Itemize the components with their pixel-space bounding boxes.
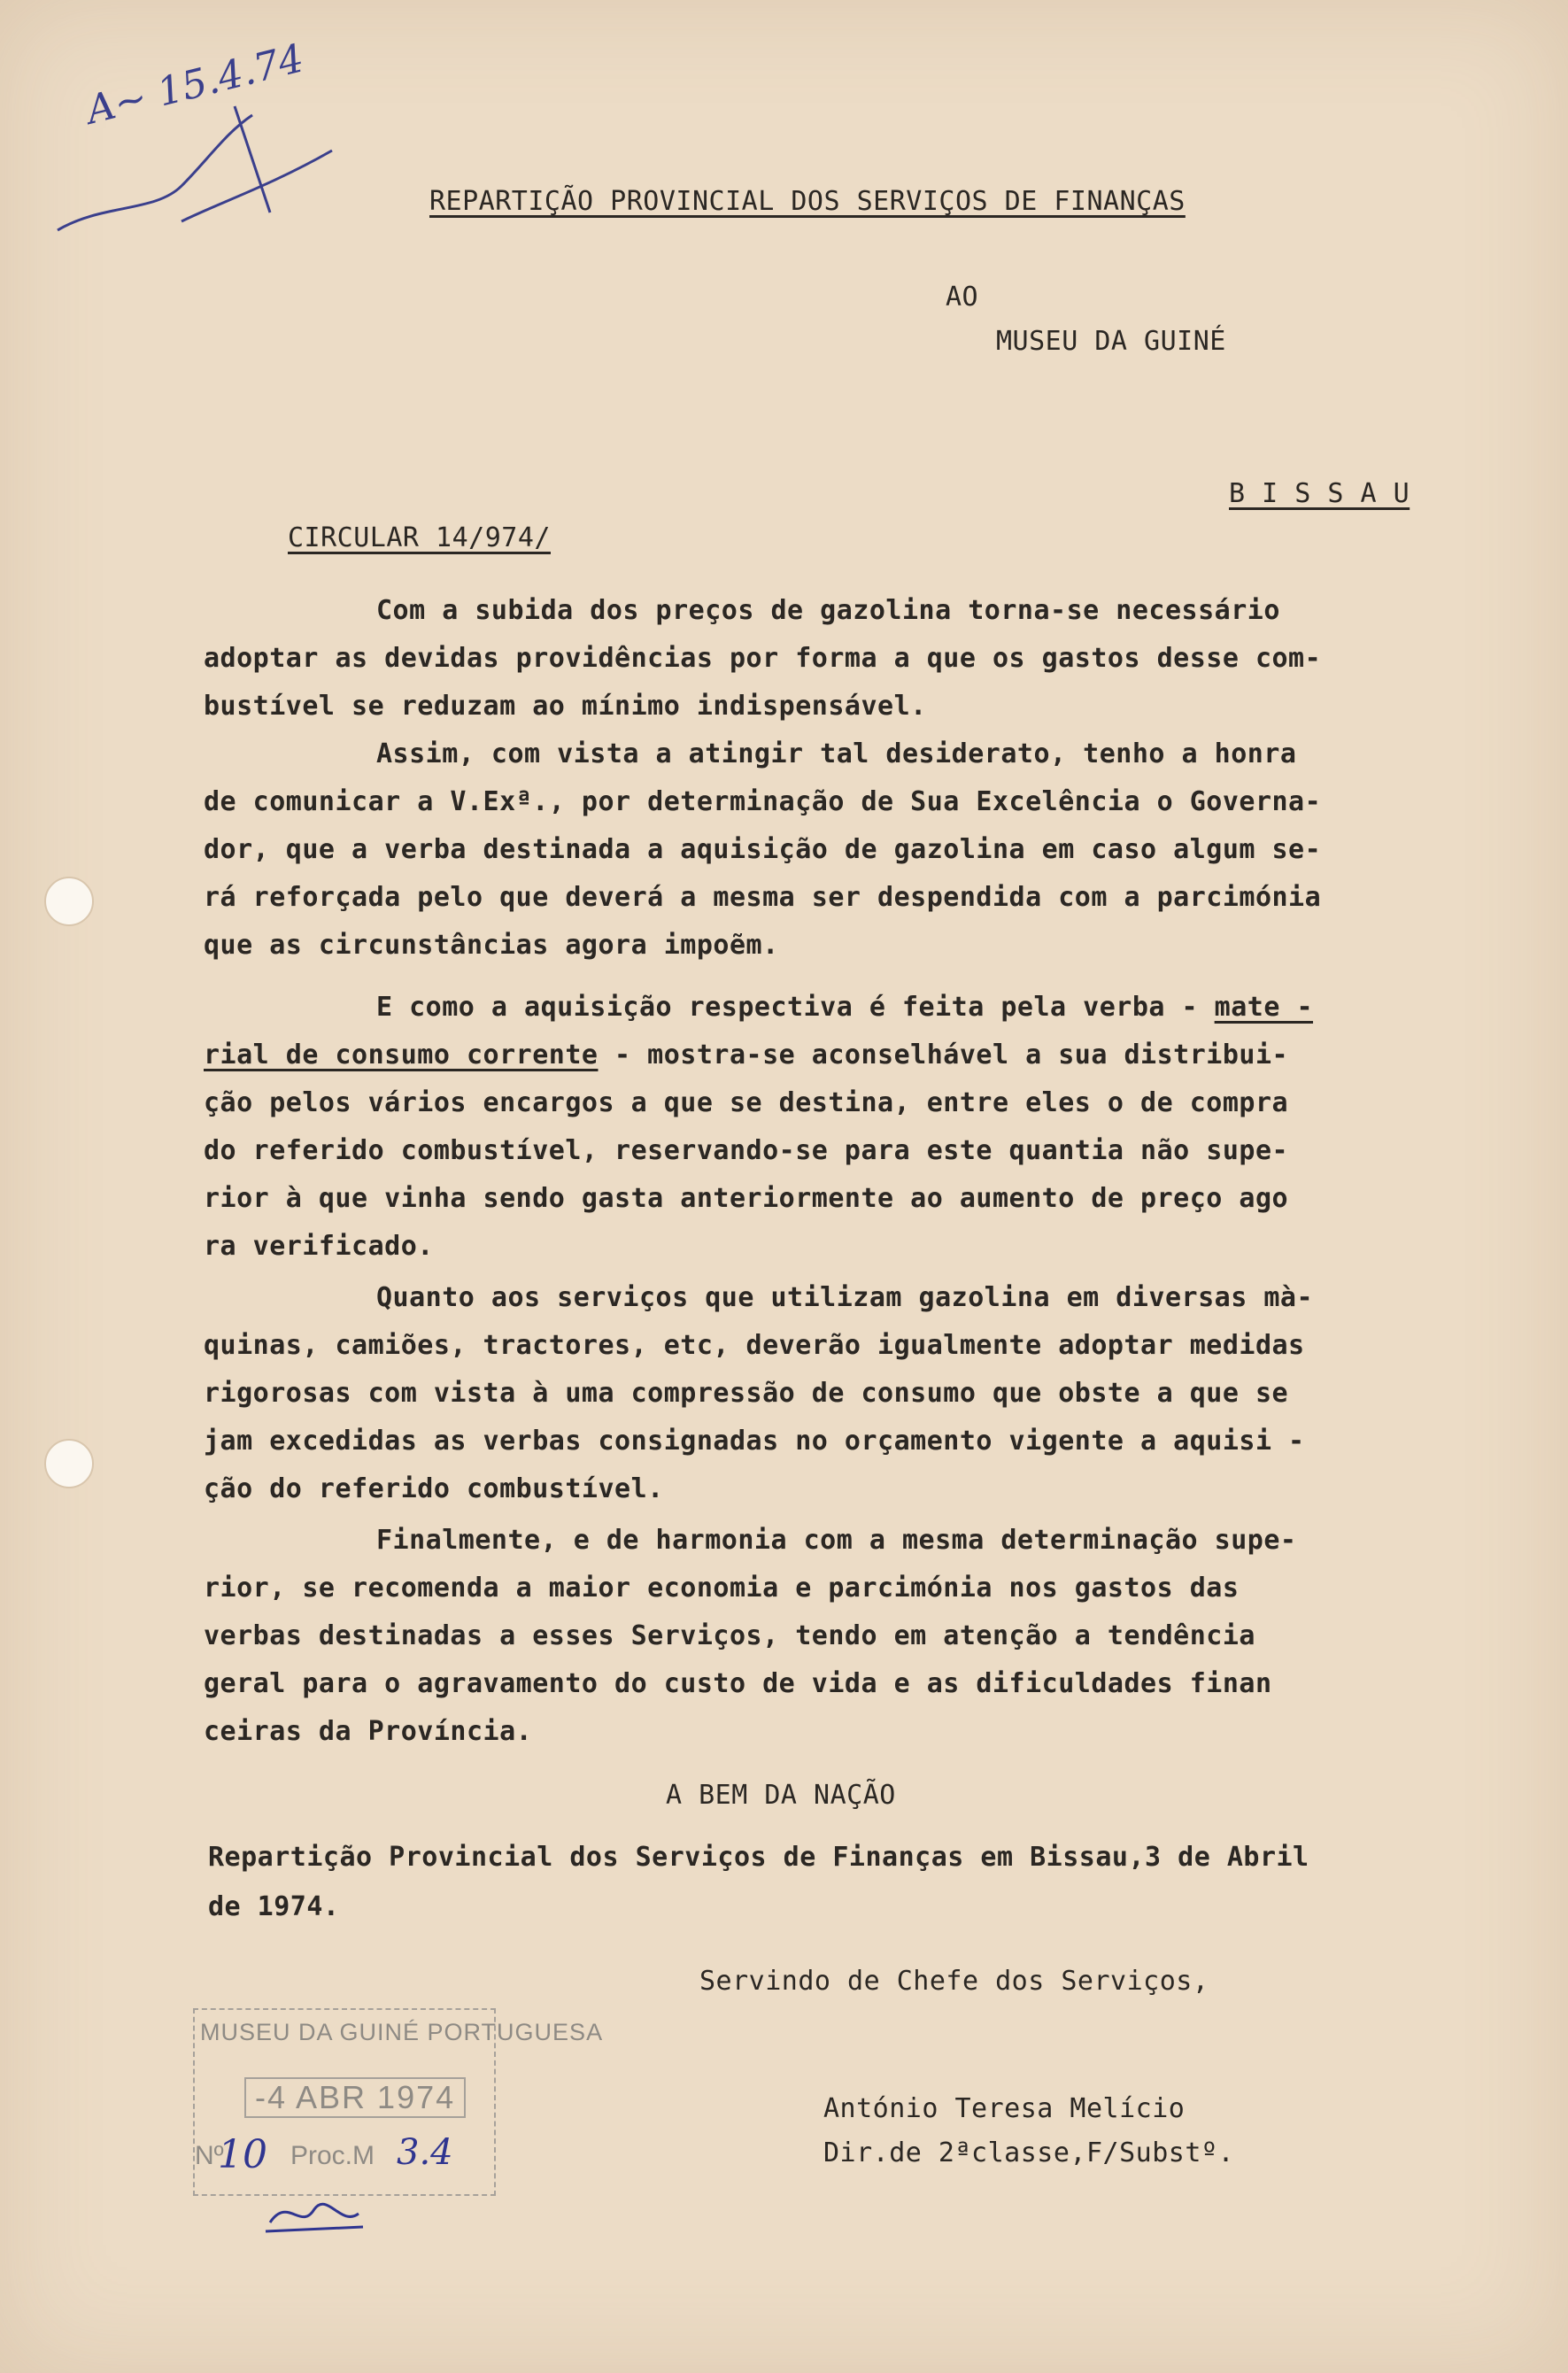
underlined-term: rial de consumo corrente: [204, 1040, 599, 1071]
punch-hole: [44, 1439, 94, 1488]
handwritten-note: A~ 15.4.74: [81, 35, 309, 134]
motto: A BEM DA NAÇÃO: [666, 1780, 896, 1811]
body-line: bustível se reduzam ao mínimo indispensável.: [204, 691, 927, 722]
stamp-number-value: 10: [218, 2132, 267, 2177]
body-line: Assim, com vista a atingir tal desiderato, tenho a honra: [376, 738, 1297, 769]
body-line: do referido combustível, reservando-se para este quantia não supe-: [204, 1135, 1289, 1166]
body-line: Quanto aos serviços que utilizam gazolina em diversas mà-: [376, 1282, 1314, 1313]
stamp-number-label: Nº: [195, 2141, 224, 2170]
body-line: adoptar as devidas providências por forma a que os gastos desse com-: [204, 643, 1322, 674]
body-line: dor, que a verba destinada a aquisição de gazolina em caso algum se-: [204, 834, 1322, 865]
signer-title: Dir.de 2ªclasse,F/Substº.: [823, 2137, 1235, 2168]
body-line: [204, 1040, 1288, 1071]
circular-label: CIRCULAR 14/974/: [288, 522, 551, 553]
punch-hole: [44, 877, 94, 926]
body-line: rior à que vinha sendo gasta anteriormente ao aumento de preço ago: [204, 1183, 1289, 1214]
body-line: [376, 992, 1313, 1023]
place-date-line: de 1974.: [208, 1891, 340, 1922]
stamp-process-label: Proc.M: [290, 2141, 375, 2170]
body-line: Com a subida dos preços de gazolina torna-se necessário: [376, 595, 1280, 626]
body-line: Finalmente, e de harmonia com a mesma determinação supe-: [376, 1525, 1297, 1556]
office-heading: REPARTIÇÃO PROVINCIAL DOS SERVIÇOS DE FINANÇAS: [429, 186, 1186, 217]
place-date-line: Repartição Provincial dos Serviços de Finanças em Bissau,3 de Abril: [208, 1842, 1309, 1873]
city: B I S S A U: [1229, 478, 1410, 509]
stamp-process-value: 3.4: [397, 2132, 453, 2173]
recipient-prefix: AO: [946, 282, 979, 313]
body-line: rá reforçada pelo que deverá a mesma ser despendida com a parcimónia: [204, 882, 1322, 913]
body-line: de comunicar a V.Exª., por determinação de Sua Excelência o Governa-: [204, 786, 1322, 817]
body-line-text: - mostra-se aconselhável a sua distribui-: [598, 1040, 1289, 1071]
body-line-text: E como a aquisição respectiva é feita pela verba -: [376, 992, 1215, 1023]
body-line: quinas, camiões, tractores, etc, deverão igualmente adoptar medidas: [204, 1330, 1305, 1361]
body-line: ção do referido combustível.: [204, 1473, 664, 1504]
recipient: MUSEU DA GUINÉ: [996, 326, 1226, 357]
handwritten-signature-mark: [49, 80, 350, 257]
signer-role: Servindo de Chefe dos Serviços,: [699, 1966, 1209, 1997]
body-line: verbas destinadas a esses Serviços, tendo em atenção a tendência: [204, 1620, 1255, 1651]
body-line: ceiras da Província.: [204, 1716, 533, 1747]
body-line: que as circunstâncias agora impoẽm.: [204, 930, 779, 961]
body-line: rior, se recomenda a maior economia e parcimónia nos gastos das: [204, 1573, 1240, 1604]
signer-name: António Teresa Melício: [823, 2093, 1186, 2124]
circular-number: [288, 522, 551, 553]
stamp-institution: MUSEU DA GUINÉ PORTUGUESA: [200, 2019, 604, 2045]
body-line: geral para o agravamento do custo de vida e as dificuldades finan: [204, 1668, 1272, 1699]
receipt-stamp: [193, 2008, 604, 2194]
stamp-initials-mark: [261, 2187, 367, 2240]
underlined-term: mate -: [1214, 992, 1314, 1023]
body-line: ção pelos vários encargos a que se destina, entre eles o de compra: [204, 1087, 1289, 1118]
body-line: rigorosas com vista à uma compressão de consumo que obste a que se: [204, 1378, 1289, 1409]
body-line: ra verificado.: [204, 1231, 434, 1262]
body-line: jam excedidas as verbas consignadas no orçamento vigente a aquisi -: [204, 1426, 1305, 1457]
stamp-date: -4 ABR 1974: [244, 2077, 466, 2118]
